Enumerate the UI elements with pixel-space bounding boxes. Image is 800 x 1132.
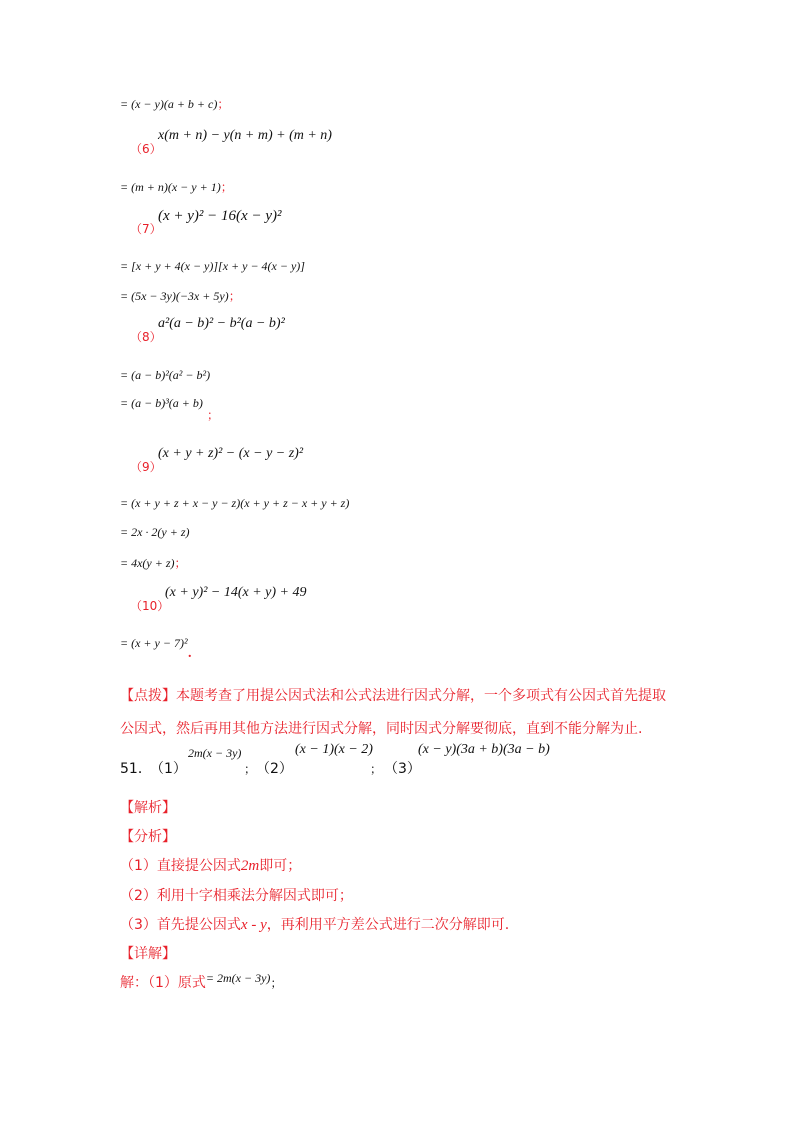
- step-10-result: = (x + y − 7)²: [120, 636, 188, 650]
- expr-8: a²(a − b)² − b²(a − b)²: [158, 316, 285, 331]
- expr-9: (x + y + z)² − (x − y − z)²: [158, 446, 304, 461]
- step-8-result: = (a − b)³(a + b): [120, 396, 203, 410]
- comment-line-2: 公因式，然后再用其他方法进行因式分解，同时因式分解要彻底，直到不能分解为止.: [120, 721, 643, 737]
- jiexi-heading: 【解析】: [120, 800, 176, 816]
- q51-label-1: （1）: [150, 761, 187, 777]
- step-9-b: = 2x · 2(y + z): [120, 525, 190, 539]
- period-10: .: [188, 646, 192, 661]
- label-9: （9）: [130, 460, 162, 474]
- step-7-result: = (5x − 3y)(−3x + 5y)；: [120, 289, 241, 303]
- step-8-a: = (a − b)²(a² − b²): [120, 368, 211, 382]
- q51-semicolon-1: ；: [244, 762, 257, 776]
- q51-semicolon-2: ；: [370, 762, 383, 776]
- label-8: （8）: [130, 330, 162, 344]
- analysis-point-2: （2）利用十字相乘法分解因式即可；: [120, 888, 353, 904]
- q51-label-3: （3）: [384, 761, 421, 777]
- xiangjie-heading: 【详解】: [120, 946, 176, 962]
- step-6-result: = (m + n)(x − y + 1)；: [120, 180, 233, 194]
- label-6: （6）: [130, 142, 162, 156]
- label-10: （10）: [130, 599, 170, 613]
- q51-answer-1: 2m(x − 3y): [188, 746, 242, 760]
- step-9-result: = 4x(y + z)；: [120, 556, 187, 570]
- expr-10: (x + y)² − 14(x + y) + 49: [165, 585, 307, 600]
- analysis-point-1: （1）直接提公因式2m即可；: [120, 858, 302, 874]
- q51-answer-3: (x − y)(3a + b)(3a − b): [418, 742, 550, 757]
- q51-number: 51．: [120, 761, 152, 777]
- step-7-a: = [x + y + 4(x − y)][x + y − 4(x − y)]: [120, 259, 305, 273]
- fenxi-heading: 【分析】: [120, 829, 176, 845]
- q51-answer-2: (x − 1)(x − 2): [295, 742, 373, 757]
- expr-7: (x + y)² − 16(x − y)²: [158, 208, 282, 224]
- step-9-a: = (x + y + z + x − y − z)(x + y + z − x + y + z): [120, 496, 350, 510]
- semicolon-8: ；: [207, 408, 220, 422]
- analysis-point-3: （3）首先提公因式x - y，再利用平方差公式进行二次分解即可.: [120, 917, 510, 933]
- label-7: （7）: [130, 222, 162, 236]
- expr-6: x(m + n) − y(n + m) + (m + n): [158, 128, 332, 143]
- step-5-result: = (x − y)(a + b + c)；: [120, 97, 230, 111]
- solution-line: 解：（1）原式= 2m(x − 3y)；: [120, 971, 283, 991]
- q51-label-2: （2）: [256, 761, 293, 777]
- comment-line-1: 【点拨】本题考查了用提公因式法和公式法进行因式分解，一个多项式有公因式首先提取: [120, 688, 666, 704]
